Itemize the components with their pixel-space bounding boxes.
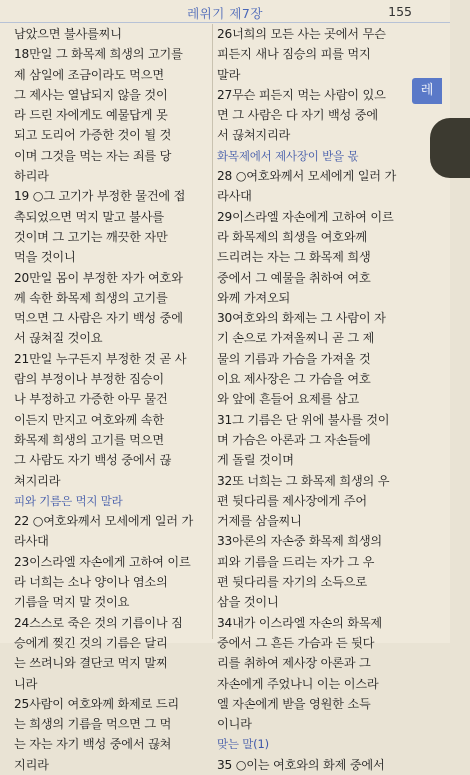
text-line: 엘 자손에게 받을 영원한 소득 [217,696,371,711]
text-line: 서 끊쳐지리라 [217,128,291,143]
text-line: 자손에게 주었나니 이는 이스라 [217,676,379,691]
text-line: 람의 부정이나 부정한 짐승이 [14,372,164,387]
text-line: 이든지 만지고 여호와께 속한 [14,412,164,427]
book-index-tab[interactable]: 레 [412,78,442,104]
text-line: 34내가 이스라엘 자손의 화목제 [217,615,383,630]
text-line: 18만일 그 화목제 희생의 고기를 [14,47,183,62]
text-line: 께 속한 화목제 희생의 고기를 [14,290,168,305]
text-line: 라 화목제의 희생을 여호와께 [217,229,367,244]
text-line: 서 끊쳐질 것이요 [14,331,103,346]
text-line: 는 자는 자기 백성 중에서 끊쳐 [14,737,172,752]
text-line: 29이스라엘 자손에게 고하여 이르 [217,209,394,224]
right-text-column [217,24,417,775]
text-line: 말라 [217,67,241,82]
text-line: 20만일 몸이 부정한 자가 여호와 [14,270,183,285]
text-line: 31그 기름은 단 위에 불사를 것이 [217,412,390,427]
text-line: 19 ○그 고기가 부정한 물건에 접 [14,189,186,204]
text-line: 피든지 새나 짐승의 피를 먹지 [217,47,371,62]
text-line: 하리라 [14,169,49,184]
text-line: 물의 기름과 가슴을 가져올 것 [217,351,371,366]
text-line: 는 쓰려니와 결단코 먹지 말찌 [14,656,168,671]
text-line: 33아론의 자손중 화목제 희생의 [217,534,383,549]
text-line: 이며 그것을 먹는 자는 죄를 당 [14,148,172,163]
text-line: 그 사람도 자기 백성 중에서 끊 [14,453,172,468]
text-line: 화목제 희생의 고기를 먹으면 [14,432,164,447]
text-line: 지리라 [14,757,49,772]
text-line: 26너희의 모든 사는 곳에서 무슨 [217,27,386,41]
text-line: 리를 취하여 제사장 아론과 그 [217,656,371,671]
text-line: 중에서 그 흔든 가슴과 든 뒷다 [217,635,375,650]
text-line: 이요 제사장은 그 가슴을 여호 [217,372,371,387]
thumb-index-notch [430,118,470,178]
text-line: 거제를 삼을찌니 [217,514,302,529]
text-line: 32또 너희는 그 화목제 희생의 우 [217,473,390,488]
text-line: 30여호와의 화제는 그 사람이 자 [217,311,386,326]
section-heading: 화목제에서 제사장이 받을 몫 [217,148,359,163]
column-divider [212,24,213,639]
text-line: 기 손으로 가져올찌니 곧 그 제 [217,331,375,346]
text-line: 35 ○이는 여호와의 화제 중에서 [217,757,385,772]
text-line: 와 앞에 흔들어 요제를 삼고 [217,392,360,407]
text-line: 이니라 [217,717,252,732]
text-line: 되고 도리어 가증한 것이 될 것 [14,128,172,143]
page-header [0,0,450,23]
section-heading: 피와 기름은 먹지 말라 [14,493,123,508]
text-line: 것이며 그 고기는 깨끗한 자만 [14,229,168,244]
text-line: 28 ○여호와께서 모세에게 일러 가 [217,169,397,184]
text-line: 먹을 것이니 [14,250,76,265]
text-line: 게 돌릴 것이며 [217,453,294,468]
text-line: 23이스라엘 자손에게 고하여 이르 [14,554,191,569]
text-line: 쳐지리라 [14,473,61,488]
text-line: 먹으면 그 사람은 자기 백성 중에 [14,311,183,326]
text-line: 와께 가져오되 [217,290,291,305]
text-line: 드리려는 자는 그 화목제 희생 [217,250,371,265]
text-line: 남았으면 불사를찌니 [14,27,122,41]
text-line: 편 뒷다리를 제사장에게 주어 [217,493,367,508]
text-line: 22 ○여호와께서 모세에게 일러 가 [14,514,194,529]
text-line: 그 제사는 열납되지 않을 것이 [14,87,168,102]
text-line: 24스스로 죽은 것의 기름이나 짐 [14,615,183,630]
text-line: 피와 기름을 드리는 자가 그 우 [217,554,375,569]
text-line: 삼을 것이니 [217,595,279,610]
text-line: 라 너희는 소나 양이나 염소의 [14,575,168,590]
text-line: 기름을 먹지 말 것이요 [14,595,130,610]
text-line: 25사람이 여호와께 화제로 드리 [14,696,180,711]
text-line: 승에게 찢긴 것의 기름은 달리 [14,635,168,650]
text-line: 며 가슴은 아론과 그 자손들에 [217,432,371,447]
text-line: 나 부정하고 가증한 아무 물건 [14,392,168,407]
text-line: 는 희생의 기름을 먹으면 그 먹 [14,717,172,732]
text-line: 라사대 [14,534,49,549]
text-line: 21만일 누구든지 부정한 것 곧 사 [14,351,187,366]
section-heading: 맞는 말(1) [217,737,269,752]
text-line: 니라 [14,676,38,691]
left-text-column [14,24,214,775]
text-line: 중에서 그 예물을 취하여 여호 [217,270,371,285]
text-line: 면 그 사람은 다 자기 백성 중에 [217,108,378,123]
text-line: 촉되었으면 먹지 말고 불사를 [14,209,164,224]
text-line: 제 삼일에 조금이라도 먹으면 [14,67,164,82]
text-line: 27무슨 피든지 먹는 사람이 있으 [217,87,386,102]
page-number: 155 [388,4,412,19]
text-line: 라사대 [217,189,252,204]
text-line: 라 드린 자에게도 예물답게 못 [14,108,168,123]
book-chapter-title: 레위기 제7장 [187,6,263,21]
text-line: 편 뒷다리를 자기의 소득으로 [217,575,367,590]
